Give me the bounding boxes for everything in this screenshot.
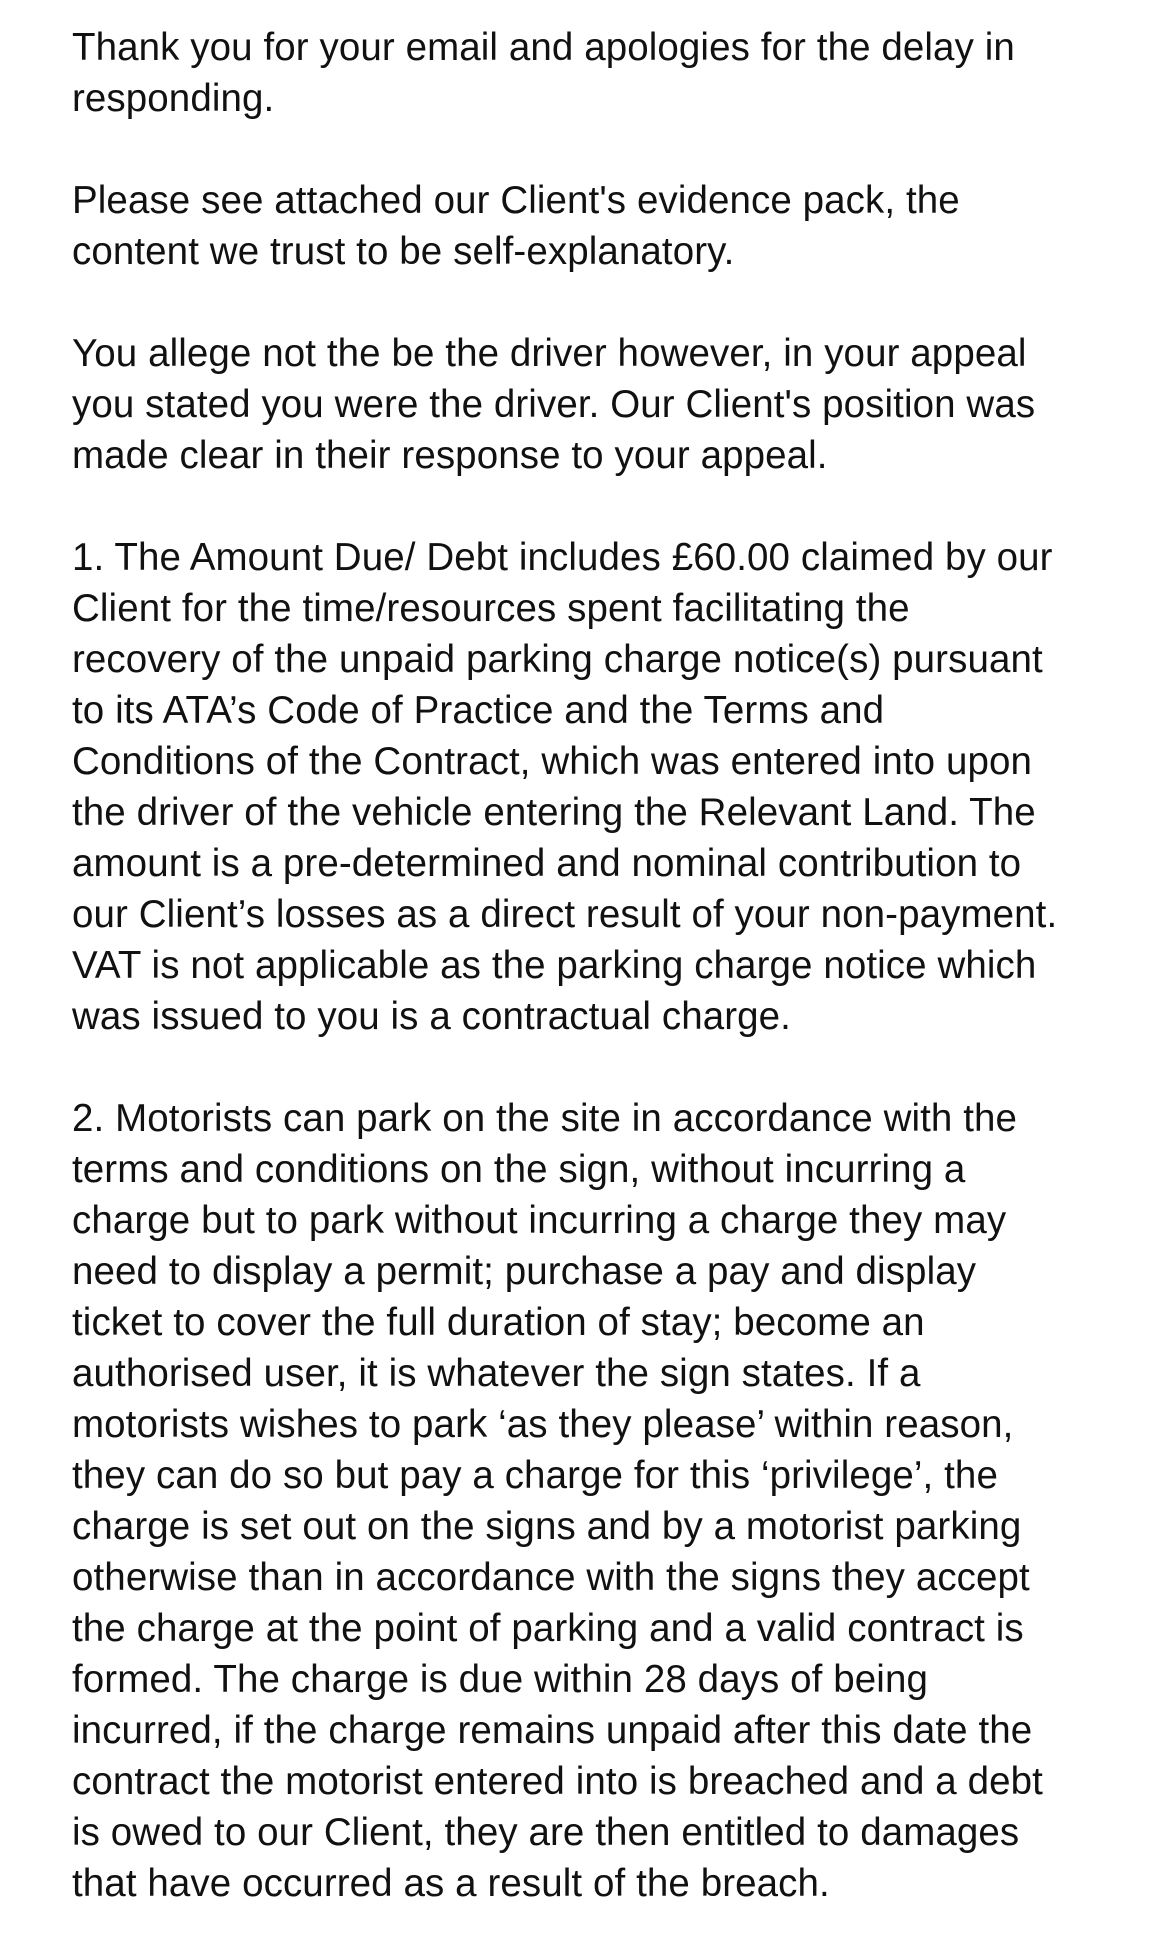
email-paragraph-driver-position: You allege not the be the driver however, in your appeal you stated you were the driver. Our Client's position was made clear in their response to your appeal.: [72, 332, 1036, 477]
email-body: [72, 22, 1132, 1960]
email-paragraph-point-2: 2. Motorists can park on the site in accordance with the terms and conditions on the sign, without incurring a charge but to park without incurring a charge they may need to display a permit; purchase a pay and display ticket to cover the full duration of stay; become an authorised user, it is whatever the sign states. If a motorists wishes to park ‘as they please’ within reason, they can do so but pay a charge for this ‘privilege’, the charge is set out on the signs and by a motorist parking otherwise than in accordance with the signs they accept the charge at the point of parking and a valid contract is formed. The charge is due within 28 days of being incurred, if the charge remains unpaid after this date the contract the motorist entered into is breached and a debt is owed to our Client, they are then entitled to damages that have occurred as a result of the breach.: [72, 1097, 1043, 1905]
email-paragraph-evidence-pack: Please see attached our Client's evidence pack, the content we trust to be self-explanatory.: [72, 179, 960, 273]
email-paragraph-point-1: 1. The Amount Due/ Debt includes £60.00 claimed by our Client for the time/resources spent facilitating the recovery of the unpaid parking charge notice(s) pursuant to its ATA’s Code of Practice and the Terms and Conditions of the Contract, which was entered into upon the driver of the vehicle entering the Relevant Land. The amount is a pre-determined and nominal contribution to our Client’s losses as a direct result of your non-payment. VAT is not applicable as the parking charge notice which was issued to you is a contractual charge.: [72, 536, 1058, 1038]
email-paragraph-greeting: Thank you for your email and apologies for the delay in responding.: [72, 26, 1015, 120]
